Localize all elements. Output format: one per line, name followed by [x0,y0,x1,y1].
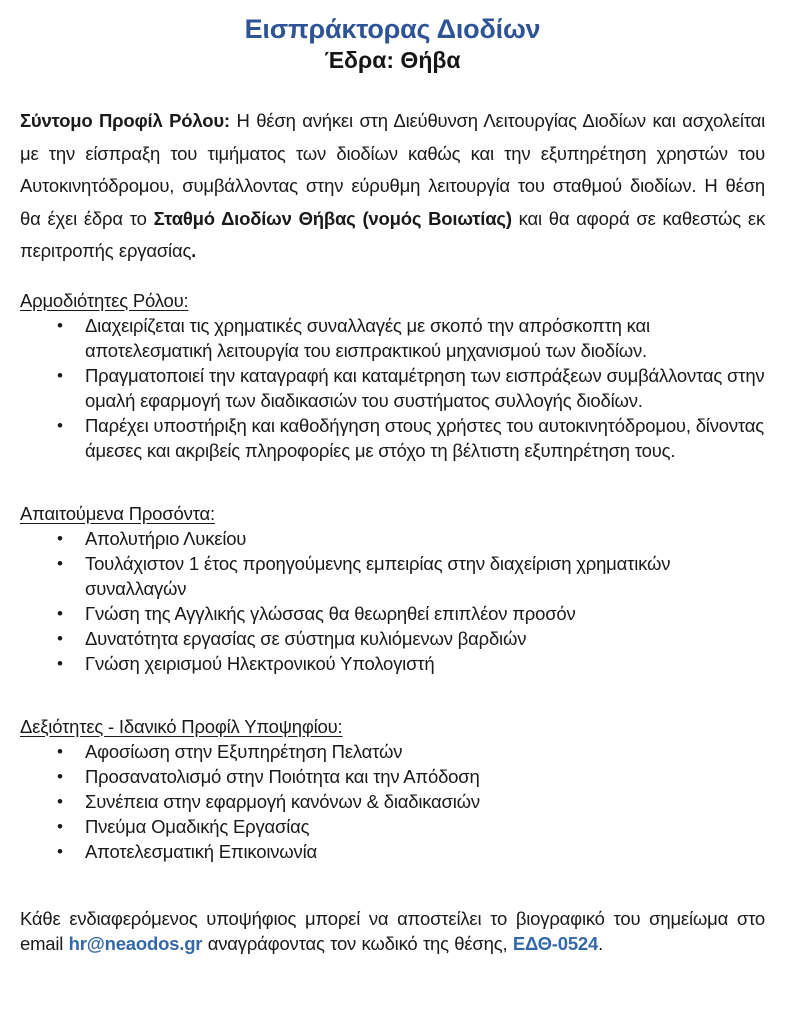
list-item: • Γνώση χειρισμού Ηλεκτρονικού Υπολογιστή [20,651,765,676]
bullet-list [20,526,765,676]
list-item: • Αφοσίωση στην Εξυπηρέτηση Πελατών [20,739,765,764]
bullet-list [20,313,765,463]
text-segment: και θα αφορά σε καθεστώς εκ περιτροπής εργασίας [20,207,765,261]
list-item: • Αποτελεσματική Επικοινωνία [20,839,765,864]
email-link[interactable]: hr@neaodos.gr [68,932,203,954]
list-item: • Γνώση της Αγγλικής γλώσσας θα θεωρηθεί επιπλέον προσόν [20,601,765,626]
text-segment: Κάθε ενδιαφερόμενος υποψήφιος μπορεί να αποστείλει το βιογραφικό του σημείωμα στο email [20,907,765,954]
text-segment: . [598,932,604,954]
text-segment: Η θέση ανήκει στη Διεύθυνση Λειτουργίας Διοδίων και ασχολείται με την είσπραξη του τιμήματος των διοδίων καθώς και την εξυπηρέτηση χρηστών του Αυτοκινητόδρομου, συμβάλλοντας στην εύρυθμη λειτουργία του σταθμού διοδίων. Η θέση θα έχει έδρα το [20,110,765,229]
list-item: • Τουλάχιστον 1 έτος προηγούμενης εμπειρίας στην διαχείριση χρηματικών συναλλαγών [20,551,765,601]
list-item: • Δυνατότητα εργασίας σε σύστημα κυλιόμενων βαρδιών [20,626,765,651]
document-title: Εισπράκτορας Διοδίων [244,14,541,44]
document-section [20,288,765,463]
document-subtitle: Έδρα: Θήβα [324,47,461,73]
station-name-bold: Σταθμό Διοδίων Θήβας (νομός Βοιωτίας) [153,207,512,229]
list-item: • Πνεύμα Ομαδικής Εργασίας [20,814,765,839]
text-segment: . [191,240,197,261]
closing-paragraph [20,906,765,956]
document-section [20,501,765,676]
text-segment: αναγράφοντας τον κωδικό της θέσης, [202,932,513,954]
section-heading: Απαιτούμενα Προσόντα: [20,502,215,524]
list-item: • Απολυτήριο Λυκείου [20,526,765,551]
section-heading: Δεξιότητες - Ιδανικό Προφίλ Υποψηφίου: [20,715,343,737]
section-heading: Αρμοδιότητες Ρόλου: [20,289,189,311]
intro-paragraph [20,105,765,268]
list-item: • Πραγματοποιεί την καταγραφή και καταμέτρηση των εισπράξεων συμβάλλοντας στην ομαλή εφαρμογή των διαδικασιών του συστήματος συλλογής διοδίων. [20,363,765,413]
position-code: ΕΔΘ-0524 [512,932,599,954]
bullet-list [20,739,765,864]
list-item: • Προσανατολισμό στην Ποιότητα και την Απόδοση [20,764,765,789]
list-item: • Διαχειρίζεται τις χρηματικές συναλλαγές με σκοπό την απρόσκοπτη και αποτελεσματική λειτουργία του εισπρακτικού μηχανισμού των διοδίων. [20,313,765,363]
list-item: • Παρέχει υποστήριξη και καθοδήγηση στους χρήστες του αυτοκινητόδρομου, δίνοντας άμεσες και ακριβείς πληροφορίες με στόχο τη βέλτιστη εξυπηρέτηση τους. [20,413,765,463]
document-section [20,714,765,864]
intro-lead-label: Σύντομο Προφίλ Ρόλου: [20,110,237,131]
list-item: • Συνέπεια στην εφαρμογή κανόνων & διαδικασιών [20,789,765,814]
sections-container [20,288,765,864]
